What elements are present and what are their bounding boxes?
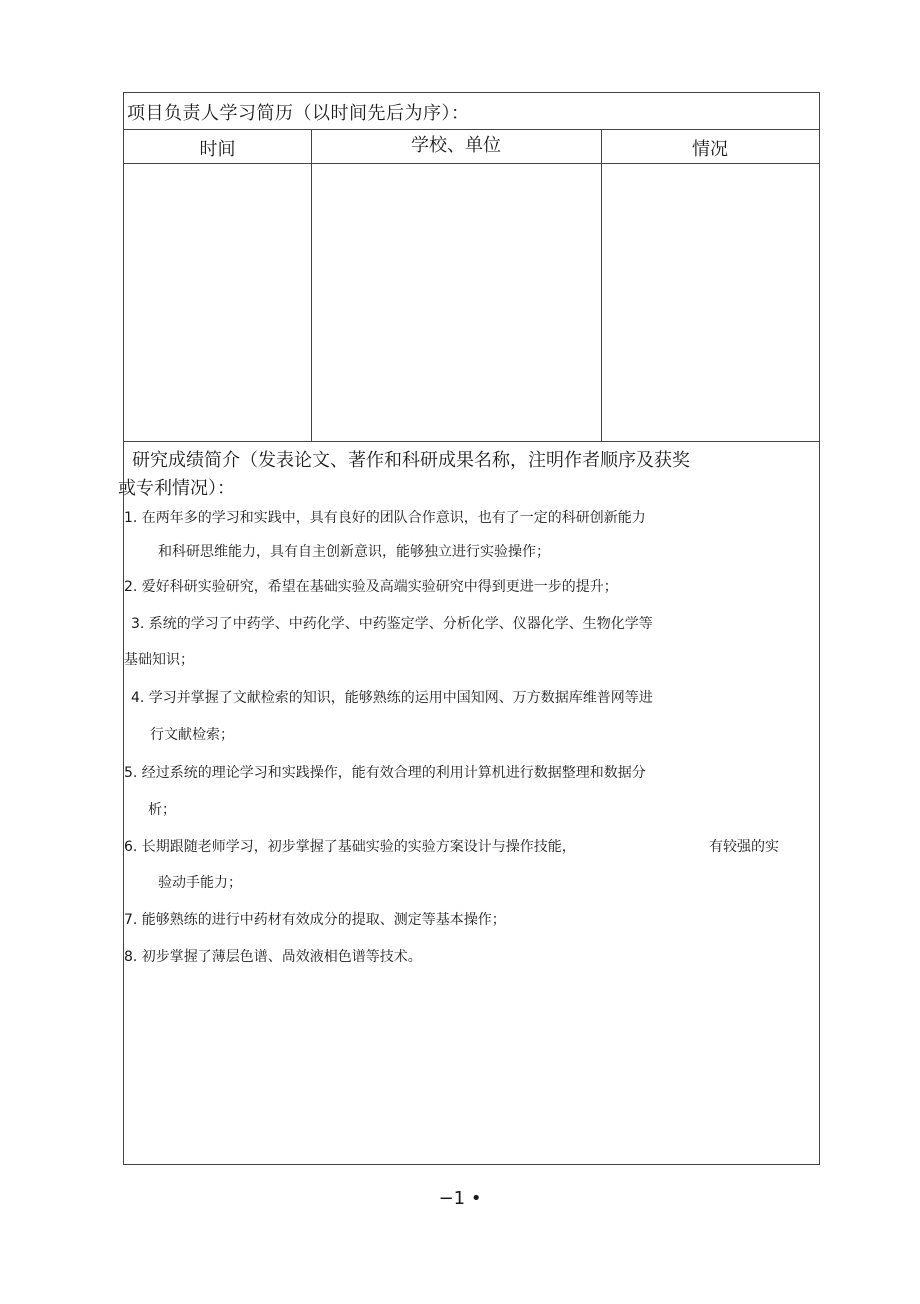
column-divider: [601, 129, 602, 441]
list-item: 和科研思维能力，具有自主创新意识，能够独立进行实验操作；: [158, 544, 550, 560]
list-item: 1. 在两年多的学习和实践中，具有良好的团队合作意识，也有了一定的科研创新能力: [124, 510, 646, 526]
list-item: 验动手能力；: [158, 875, 242, 891]
table-divider: [124, 129, 819, 130]
list-item: 行文献检索；: [150, 727, 234, 743]
list-item: 8. 初步掌握了薄层色谱、咼效液相色谱等技术。: [124, 949, 422, 965]
list-item: 6. 长期跟随老师学习，初步掌握了基础实验的实验方案设计与操作技能，: [124, 839, 576, 855]
page-number: −1 •: [438, 1188, 482, 1209]
list-item: 有较强的实: [709, 839, 779, 855]
list-item: 7. 能够熟练的进行中药材有效成分的提取、测定等基本操作；: [124, 912, 506, 928]
list-item: 5. 经过系统的理论学习和实践操作，能有效合理的利用计算机进行数据整理和数据分: [124, 765, 646, 781]
list-item: 2. 爱好科研实验研究，希望在基础实验及高端实验研究中得到更进一步的提升；: [124, 579, 618, 595]
column-header-status: 情况: [692, 139, 728, 160]
column-divider: [311, 129, 312, 441]
table-divider: [124, 163, 819, 164]
list-item: 基础知识；: [124, 652, 194, 668]
research-section-title: [118, 447, 812, 503]
resume-section-title: 项目负责人学习简历（以时间先后为序）：: [127, 103, 470, 124]
research-title-line2: 或专利情况）：: [118, 478, 235, 499]
column-header-school: 学校、单位: [411, 135, 501, 156]
list-item: 4. 学习并掌握了文献检索的知识，能够熟练的运用中国知网、万方数据库维普网等进: [131, 690, 653, 706]
research-title-line1: 研究成绩简介（发表论文、著作和科研成果名称，注明作者顺序及获奖: [132, 450, 690, 471]
column-header-time: 时间: [199, 139, 236, 160]
list-item: 3. 系统的学习了中药学、中药化学、中药鉴定学、分析化学、仪器化学、生物化学等: [131, 616, 653, 632]
list-item: 析；: [148, 802, 176, 818]
table-divider: [124, 441, 819, 442]
